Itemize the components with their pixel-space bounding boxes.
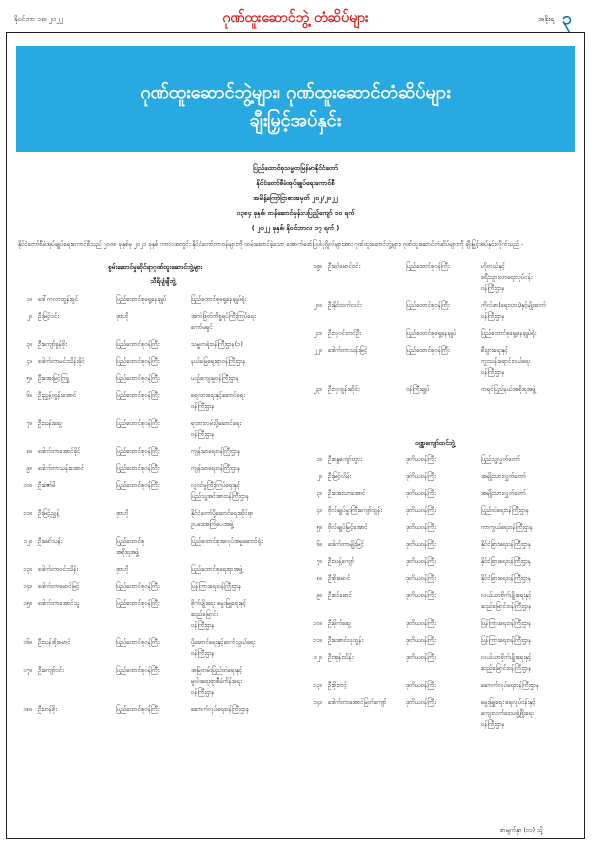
row-number: ၁၆။ — [23, 639, 32, 646]
ministry-name-cont: ကူးသန်းရောင်းဝယ်ရေး — [481, 358, 531, 365]
position-title: ဒုတိယဝန်ကြီး — [406, 473, 436, 480]
issue-date: နိုဝင်ဘာ ၁၈၊ ၂၀၂၂ — [14, 15, 63, 23]
row-number: ၈။ — [26, 448, 32, 455]
ministry-name: အမျိုးသားလွှတ်တော် — [481, 490, 527, 497]
ministry-name: ကရင်ပြည်နယ်အစိုးရအဖွဲ့ — [481, 386, 536, 393]
person-name: ဗိုလ်ချုပ်မှူးကြီးကျော်ထွန်း — [328, 507, 382, 514]
position-title: ဒုဗဟို — [116, 510, 129, 517]
person-name: ဦးစင်မောင် — [328, 592, 353, 599]
ministry-name-cont: ပြည်သူ့အင်အားဝန်ကြီးဌာန — [191, 493, 250, 500]
order-line-1: ပြည်ထောင်စုသမ္မတမြန်မာနိုင်ငံတော် — [253, 164, 338, 172]
row-number: ၂၀။ — [313, 302, 322, 309]
position-title: ပြည်ထောင်စုဝန်ကြီး — [116, 465, 160, 472]
row-number: ၂။ — [27, 313, 32, 320]
ministry-name: စိုက်ပျိုးရေး မွေးမြူရေးနှင့် — [191, 600, 247, 607]
person-name: ဦးသန်းဆွေ — [38, 420, 63, 427]
position-title: ဒုတိယဝန်ကြီး — [406, 575, 436, 582]
position-title: ဒုတိယဝန်ကြီး — [406, 456, 436, 463]
row-number: ၄။ — [316, 507, 322, 514]
person-name: ဦးစန္ဒကျော်ထွား — [328, 456, 362, 463]
row-number: ၂။ — [317, 473, 322, 480]
position-title: ဒုတိယဝန်ကြီး — [406, 558, 436, 565]
person-name: ဦးမြင့်လိမ်း — [328, 473, 352, 480]
order-date: ( ၂၀၂၂ ခုနှစ်၊ နိုဝင်ဘာလ ၁၇ ရက် ) — [251, 224, 340, 232]
header-title: ဂုဏ်ထူးဆောင်ဘွဲ့ တံဆိပ်များ — [222, 10, 369, 26]
position-title: ဒုဗဟို — [116, 566, 129, 573]
row-number: ၁၉။ — [313, 263, 322, 270]
position-title: ပြည်ထောင်စုဝန်ကြီး — [116, 639, 160, 646]
ministry-name: နိုင်ငံခြားရေးဝန်ကြီးဌာန — [481, 575, 532, 582]
ministry-name: ပြည်သူ့လွှတ်တော် — [481, 456, 521, 463]
ministry-name: ကာကွယ်ရေးဝန်ကြီးဌာန — [481, 524, 534, 531]
position-title: ပြည်ထောင်စုဝန်ကြီး — [116, 600, 160, 607]
person-name: ဒေါ်ကလာထွန်းရှင် — [38, 296, 79, 303]
row-number: ၆။ — [316, 541, 322, 548]
person-name: ဦးနိုင်ထက်လင်း — [328, 302, 362, 309]
position-title: ပြည်ထောင်စုရှေ့နေချုပ် — [406, 330, 457, 337]
title-banner — [16, 46, 575, 152]
ministry-name: အမြဲတမ်းပြည်ထဲရေးနှင့် — [191, 667, 243, 674]
position-title: ပြည်ထောင်စုဝန်ကြီး — [116, 448, 160, 455]
row-number: ၁၀။ — [313, 620, 322, 627]
position-title: ပြည်ထောင်စုဝန်ကြီး — [406, 263, 450, 270]
person-name: ဦးလှဝင်းတင်ဦး — [328, 330, 361, 337]
person-name: ဦးမိုက်ဆွေ — [328, 620, 351, 627]
person-name: ဦးစိုးတင့် — [328, 682, 347, 689]
person-name: ဒေါက်တာသန်းမြင့် — [328, 347, 368, 354]
position-title: ဒုတိယဝန်ကြီး — [406, 524, 436, 531]
row-number: ၁၄။ — [23, 583, 32, 590]
position-title: ပြည်ထောင်စုဝန်ကြီး — [116, 583, 160, 590]
position-title: ပြည်ထောင်စုဝန်ကြီး — [116, 420, 160, 427]
position-title: ဒုတိယဝန်ကြီး — [406, 620, 436, 627]
ministry-name: ကိုလ်ဖာ(ရေးသား)နှင့်မျိုးဆက် — [481, 302, 546, 309]
row-number: ၆။ — [26, 392, 32, 399]
ministry-name: ရေလားရေးနှင့်ဆောင်ရေး — [191, 392, 245, 399]
ministry-name: နိုင်ငံခြားရေးဝန်ကြီးဌာန — [481, 541, 532, 548]
row-number: ၂၃။ — [313, 386, 322, 393]
person-name: ဦးလှထွန်းဆိုင်း — [328, 386, 360, 393]
row-number: ၁၁။ — [23, 510, 32, 517]
person-name: ဦးကျော်ဝင်း — [38, 667, 64, 674]
ministry-name: မွေးမြူရေး ရေလုပ်ငန်းနှင့် — [481, 699, 536, 706]
position-title: ဒုတိယဝန်ကြီး — [406, 507, 436, 514]
left-section-title: စွမ်းဆောင်မှုဆိုင်ရာဂုဏ်ထူးဆောင်ဘွဲ့များ — [108, 263, 203, 271]
position-title: ဝန်ကြီးချုပ် — [406, 386, 430, 393]
row-number: ၄။ — [26, 358, 32, 365]
row-number: ၁၇။ — [23, 667, 32, 674]
row-number: ၁၂။ — [313, 654, 322, 661]
ministry-name-cont: ကော်မရှင် — [191, 324, 213, 331]
person-name: ဦးစိုးမောင် — [328, 575, 351, 582]
ministry-name-cont: ဝန်ကြီးဌာန — [191, 689, 215, 696]
ministry-name: ပြည်ထောင်စုရှေ့နေချုပ်ရုံး — [191, 296, 247, 303]
ministry-name-cont: ဝန်ကြီးဌာန — [191, 403, 215, 410]
row-number: ၁၀။ — [23, 482, 32, 489]
person-name: ဦးမြင့်ညွှန့် — [38, 510, 60, 517]
ministry-name-cont: ဝန်ကြီးဌာန — [191, 431, 215, 438]
ministry-name: ကျန်းမာရေးဝန်ကြီးဌာန — [191, 465, 241, 472]
row-number: ၁၂။ — [23, 538, 32, 545]
ministry-name: စီးပွားရေးနှင့် — [481, 347, 508, 354]
position-title: ဒုဗဟို — [116, 313, 129, 320]
row-number: ၅။ — [26, 375, 32, 382]
row-number: ၁၈။ — [23, 706, 32, 713]
person-name: ဦးသန်းစိုးမောင် — [38, 639, 71, 646]
ministry-name: ဆောက်လုပ်ရေးဝန်ကြီးဌာန — [481, 682, 540, 689]
ministry-name-cont: ဝန်ကြီးဌာန — [191, 622, 215, 629]
person-name: ဦးဇော်မိ — [38, 482, 56, 489]
order-line-2: နိုင်ငံတော်စီမံအုပ်ချုပ်ရေးကောင်စီ — [256, 179, 335, 187]
order-date-lunar: ၁၃၈၄ ခုနှစ်၊ တန်ဆောင်မုန်းလပြည့်ကျော် ၁၀ ရက် — [236, 209, 355, 217]
position-title-cont: အစိုးရအဖွဲ့ — [116, 549, 139, 556]
row-number: ၂၂။ — [314, 347, 322, 354]
ministry-name: ပို့ဆောင်ရေးနှင့်ဆက်သွယ်ရေး — [191, 639, 256, 646]
position-title: ဒုတိယဝန်ကြီး — [406, 637, 436, 644]
person-name: ဒေါက်တာအောင်မြတ်ကျော် — [328, 699, 387, 706]
person-name: ဦးအောင်လှထွန်း — [328, 637, 364, 644]
ministry-name: ပြည်ထောင်စုအလုပ်အမှုဆောင်ရုံး — [191, 538, 263, 545]
ministry-name-cont: ဝန်ကြီးဌာန — [191, 650, 215, 657]
ministry-name: နိုင်ငံခြားရေးဝန်ကြီးဌာန — [481, 558, 532, 565]
person-name: ဦးဟန်စိုး — [38, 706, 57, 713]
person-name: ဦးကျော်ခွန်စိုး — [38, 341, 67, 348]
row-number: ၉။ — [316, 592, 322, 599]
person-name: ဦးအုန်းသိန်း — [328, 654, 354, 661]
ministry-name-cont: ဝန်ကြီးဌာန — [481, 285, 505, 292]
ministry-name-cont: ဆည်မြောင်းဝန်ကြီးဌာန — [481, 603, 532, 610]
position-title: ပြည်ထောင်စုဝန်ကြီး — [116, 358, 160, 365]
row-number: ၉။ — [26, 465, 32, 472]
position-title: ပြည်ထောင်စု — [116, 538, 145, 545]
row-number: ၁၃။ — [313, 682, 322, 689]
person-name: ဦးမော်သန်း — [38, 538, 63, 545]
ministry-name: ပြန်ကြားရေးဝန်ကြီးဌာန — [481, 637, 532, 644]
person-name: ဒေါက်တာသန်းအောင် — [38, 465, 85, 472]
person-name: ဒေါက်တာမင်းသိန်းခိုင် — [38, 358, 85, 365]
position-title: ပြည်ထောင်စုဝန်ကြီး — [116, 341, 160, 348]
ministry-name: ဆောက်လုပ်ရေးဝန်ကြီးဌာန — [191, 706, 250, 713]
row-number: ၇။ — [26, 420, 32, 427]
ministry-name: လယ်ယာစိုက်ပျိုးရေးနှင့် — [481, 592, 532, 599]
position-title: ဒုတိယဝန်ကြီး — [406, 699, 436, 706]
ministry-name: လယ်ယာစိုက်ပျိုးရေးနှင့် — [481, 654, 532, 661]
ministry-name: အမျိုးသားလွှတ်တော် — [481, 473, 527, 480]
ministry-name-cont: ခရီးသွားလာရေးလုပ်ငန်း — [481, 274, 533, 281]
ministry-name: ပြည်ထောင်စုရေးရာအဖွဲ့ — [191, 566, 243, 573]
newspaper-name: အစိုးရ — [538, 15, 555, 23]
person-name: ဦးခင်မောင်ဝင်း — [328, 263, 361, 270]
position-title: ပြည်ထောင်စုရှေ့နေချုပ် — [116, 296, 167, 303]
row-number: ၁၄။ — [313, 699, 322, 706]
position-title: ပြည်ထောင်စုဝန်ကြီး — [406, 302, 450, 309]
order-number: အမိန့်ကြော်ငြာစာအမှတ် ၂၀၂/၂၀၂၂ — [253, 194, 338, 202]
row-number: ၂၁။ — [313, 330, 322, 337]
page-header — [0, 0, 591, 30]
continued-note: စာမျက်နှာ (၁၁) သို့ — [500, 827, 543, 834]
ministry-name-cont: ဥပဒေအကြံပေးအဖွဲ့ — [191, 521, 234, 528]
person-name: ဦးသန့်ကျော် — [328, 558, 355, 565]
ministry-name: ပြည်ထဲရေးဝန်ကြီးဌာန — [481, 507, 530, 514]
person-name: ဒေါက်တာအောင်ခိုင် — [38, 448, 81, 455]
position-title: ဒုတိယဝန်ကြီး — [406, 490, 436, 497]
ministry-name-cont: မူဝါဒရေးရာစီမံကိန်းရေး — [191, 678, 242, 685]
position-title: ဒုတိယဝန်ကြီး — [406, 592, 436, 599]
row-number: ၁၃။ — [23, 566, 32, 573]
ministry-name: နိုင်ငံတော်ပို့ဆောင်ရေးဆိုင်ရာ — [191, 510, 254, 517]
ministry-name: အကဲဖြတ်ကိစ္စရပ်ကြီးကြပ်ရေး — [191, 313, 256, 320]
ministry-name-cont: ဝန်ကြီးဌာန — [481, 313, 505, 320]
row-number: ၇။ — [316, 558, 322, 565]
ministry-name-cont: ကျေးလက်ဒေသဖွံ့ဖြိုးရေး — [481, 710, 534, 717]
row-number: ၁၁။ — [313, 637, 322, 644]
ministry-name: ကျန်းမာရေးဝန်ကြီးဌာန — [191, 448, 241, 455]
person-name: ဦးအေးမြင့်ကြူ — [38, 375, 70, 382]
person-name: ဒေါက်တာအောင်သူ — [38, 600, 80, 607]
position-title: ပြည်ထောင်စုဝန်ကြီး — [116, 375, 160, 382]
person-name: ဒေါက်တာမောင်မြင့် — [38, 583, 80, 590]
row-number: ၅။ — [316, 524, 322, 531]
ministry-name: နယ်မြေရေးရာဝန်ကြီးဌာန — [191, 358, 246, 365]
row-number: ၁။ — [316, 456, 322, 463]
position-title: ဒုတိယဝန်ကြီး — [406, 654, 436, 661]
left-section-subtitle: သီရိပျံချီဘွဲ့ — [150, 277, 176, 285]
ministry-name: ပြန်ကြားရေးဝန်ကြီးဌာန — [191, 583, 242, 590]
person-name: ဦးညွှန့်ထွန်းအောင် — [38, 392, 77, 399]
position-title: ပြည်ထောင်စုဝန်ကြီး — [116, 706, 160, 713]
ministry-name-cont: ဆည်မြောင်းဝန်ကြီးဌာန — [481, 665, 532, 672]
row-number: ၁၅။ — [23, 600, 32, 607]
ministry-name: သမ္မတရုံးဝန်ကြီးဌာန(၁) — [191, 341, 243, 348]
ministry-name: ယဉ်ကျေးမှုဝန်ကြီးဌာန — [191, 375, 239, 382]
intro-paragraph: နိုင်ငံတော်စီမံအုပ်ချုပ်ရေးကောင်စီသည် ၂၀၀၈ ခုနှစ်မှ ၂၀၂၁ ခုနှစ် ကာလအတွင်း နိုင်ငံတော်တာဝန်များကို ထမ်းဆောင်ခဲ့သော အောက်ဖော်ပြပါပုဂ္ဂိုလ်များအား ဂုဏ်ထူးဆောင်ဘွဲ့များ၊ ဂုဏ်ထူးဆောင်တံဆိပ်များကို ချီးမြှင့်အပ်နှင်းလိုက်သည် - — [18, 241, 524, 248]
position-title: ပြည်ထောင်စုဝန်ကြီး — [116, 667, 160, 674]
position-title: ဒုတိယဝန်ကြီး — [406, 682, 436, 689]
ministry-name: ဟိုတယ်နှင့် — [481, 263, 505, 270]
position-title: ပြည်ထောင်စုဝန်ကြီး — [116, 392, 160, 399]
row-number: ၃။ — [316, 490, 322, 497]
ministry-name: လူဝင်မှုကြီးကြပ်ရေးနှင့် — [191, 482, 241, 489]
banner-title-line1: ဂုဏ်ထူးဆောင်ဘွဲ့များ၊ ဂုဏ်ထူးဆောင်တံဆိပ်များ — [140, 82, 451, 103]
row-number: ၁။ — [26, 296, 32, 303]
person-name: ဗိုလ်ချုပ်မြင့်အောင် — [328, 524, 368, 531]
right-section-title: ဝဏ္ဏကျော်ထင်ဘွဲ့ — [415, 439, 455, 447]
person-name: ဒေါက်တာမျိုးမြင့် — [328, 541, 364, 548]
ministry-name: ရထားလမ်းပို့ဆောင်ရေး — [191, 420, 242, 427]
ministry-name-cont: ဝန်ကြီးဌာန — [481, 369, 505, 376]
ministry-name: ပြန်ကြားရေးဝန်ကြီးဌာန — [481, 620, 532, 627]
position-title: ဒုတိယဝန်ကြီး — [406, 541, 436, 548]
person-name: ဦးအေးသာအောင် — [328, 490, 366, 497]
row-number: ၃။ — [26, 341, 32, 348]
person-name: ဦးမြင့်ဝင်း — [38, 313, 59, 320]
position-title: ပြည်ထောင်စုဝန်ကြီး — [406, 347, 450, 354]
ministry-name-cont: ဆည်မြောင်း — [191, 611, 218, 618]
banner-title-line2: ချီးမြှင့်အပ်နှင်း — [249, 110, 342, 131]
person-name: ဒေါက်တာဝင်းသိန်း — [38, 566, 79, 573]
page-number: ၃ — [562, 8, 573, 29]
position-title: ပြည်ထောင်စုဝန်ကြီး — [116, 482, 160, 489]
ministry-name-cont: ဝန်ကြီးဌာန — [481, 721, 505, 728]
row-number: ၈။ — [316, 575, 322, 582]
ministry-name: ပြည်ထောင်စုရှေ့နေချုပ်ရုံး — [481, 330, 537, 337]
